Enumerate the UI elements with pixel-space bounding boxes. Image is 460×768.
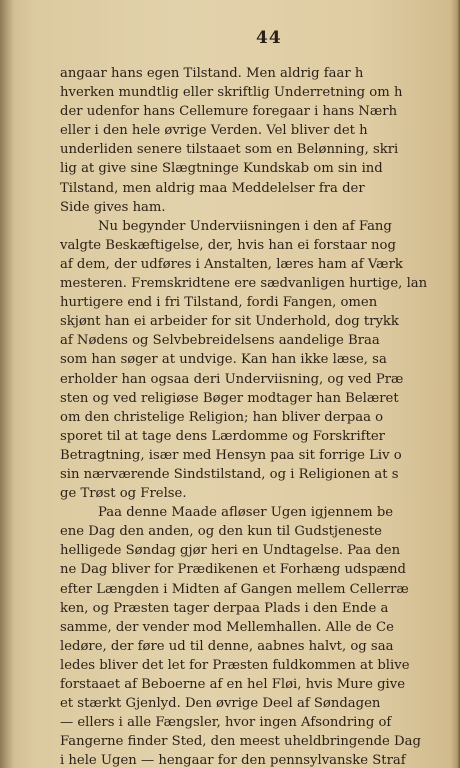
text-line: eller i den hele øvrige Verden. Vel bliver det h [60, 123, 368, 139]
text-line: Paa denne Maade afløser Ugen igjennem be [98, 505, 394, 521]
text-line: helligede Søndag gjør heri en Undtagelse. Paa den [60, 543, 401, 559]
text-line: ne Dag bliver for Prædikenen et Forhæng udspænd [60, 562, 406, 578]
text-line: erholder han ogsaa deri Underviisning, og ved Præ [60, 371, 404, 387]
text-line: ge Trøst og Frelse. [60, 486, 187, 502]
text-line: et stærkt Gjenlyd. Den øvrige Deel af Søndagen [60, 696, 381, 712]
text-line: sten og ved religiøse Bøger modtager han Belæret [60, 390, 399, 406]
text-line: — ellers i alle Fængsler, hvor ingen Afsondring of [60, 715, 392, 731]
text-line: Betragtning, især med Hensyn paa sit forrige Liv o [60, 447, 402, 463]
text-line: mesteren. Fremskridtene ere sædvanligen hurtige, lan [60, 276, 428, 292]
text-line: ledøre, der føre ud til denne, aabnes halvt, og saa [60, 638, 394, 654]
text-line: ken, og Præsten tager derpaa Plads i den Ende a [60, 600, 389, 616]
text-line: forstaaet af Beboerne af en hel Fløi, hvis Mure give [60, 677, 405, 692]
text-line: skjønt han ei arbeider for sit Underhold, dog trykk [60, 314, 399, 330]
text-line: som han søger at undvige. Kan han ikke læse, sa [60, 352, 387, 368]
text-line: Tilstand, men aldrig maa Meddelelser fra der [60, 180, 365, 196]
text-line: lig at give sine Slægtninge Kundskab om sin ind [60, 161, 383, 177]
text-line: valgte Beskæftigelse, der, hvis han ei forstaar nog [60, 237, 396, 253]
text-line: Nu begynder Underviisningen i den af Fang [98, 218, 392, 234]
text-line: ene Dag den anden, og den kun til Gudstjeneste [60, 524, 382, 540]
page-number: 44 [256, 28, 282, 48]
text-line: hverken mundtlig eller skriftlig Underretning om h [60, 85, 403, 101]
page-spine-shadow [0, 0, 14, 768]
text-line: angaar hans egen Tilstand. Men aldrig faar h [60, 66, 364, 81]
text-line: af Nødens og Selvbebreidelsens aandelige Braa [60, 333, 380, 349]
text-line: Fangerne finder Sted, den meest uheldbringende Dag [60, 734, 421, 750]
text-line: af dem, der udføres i Anstalten, læres ham af Værk [60, 256, 403, 272]
text-line: sin nærværende Sindstilstand, og i Religionen at s [60, 466, 399, 482]
text-line: om den christelige Religion; han bliver derpaa o [60, 409, 384, 425]
text-line: underliden senere tilstaaet som en Belønning, skri [60, 142, 399, 158]
text-line: der udenfor hans Cellemure foregaar i hans Nærh [60, 104, 398, 120]
text-line: samme, der vender mod Mellemhallen. Alle de Ce [60, 619, 394, 635]
text-line: hurtigere end i fri Tilstand, fordi Fangen, omen [60, 295, 378, 311]
text-line: i hele Ugen — hengaar for den pennsylvanske Straf [60, 753, 406, 768]
text-line: efter Længden i Midten af Gangen mellem Cellerræ [60, 581, 409, 597]
text-line: sporet til at tage dens Lærdomme og Forskrifter [60, 428, 385, 444]
text-line: ledes bliver det let for Præsten fuldkommen at blive [60, 657, 410, 673]
body-text [60, 64, 454, 768]
text-line: Side gives ham. [60, 199, 166, 215]
